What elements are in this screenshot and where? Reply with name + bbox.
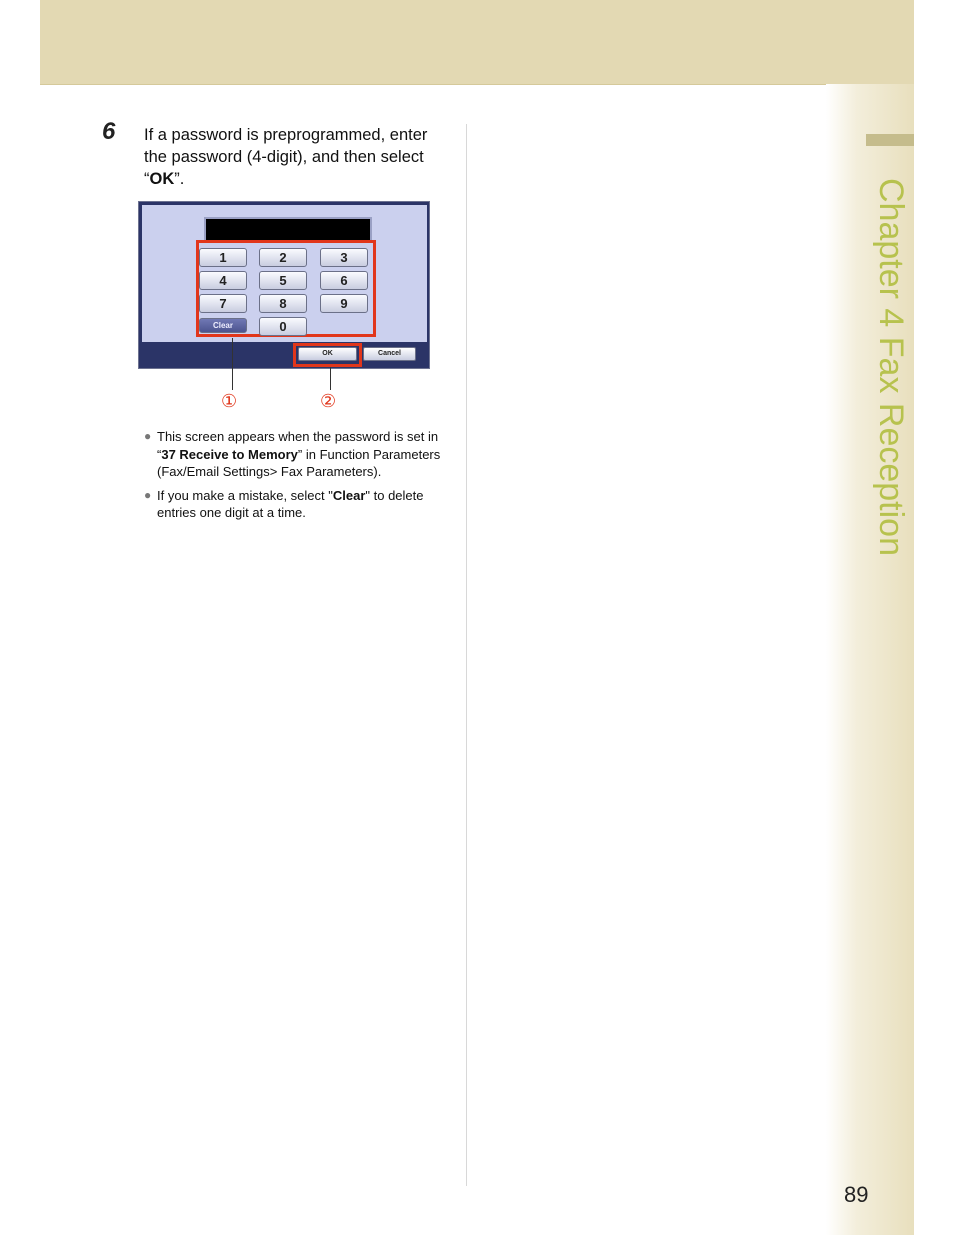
note-text: ” in Function Parameters (Fax/Email Settings> Fax Parameters). bbox=[157, 446, 441, 479]
key-7[interactable]: 7 bbox=[199, 294, 247, 313]
key-3[interactable]: 3 bbox=[320, 248, 368, 267]
step-instruction bbox=[144, 124, 454, 190]
note-item bbox=[144, 428, 444, 481]
page-number: 89 bbox=[844, 1182, 869, 1207]
callout-line-2 bbox=[330, 367, 331, 390]
bullet-icon: ● bbox=[144, 487, 152, 502]
note-bold: 37 Receive to Memory bbox=[161, 446, 298, 462]
key-5[interactable]: 5 bbox=[259, 271, 307, 290]
column-divider bbox=[466, 124, 467, 1186]
clear-button[interactable]: Clear bbox=[199, 318, 247, 333]
note-text: If you make a mistake, select " bbox=[157, 487, 333, 503]
key-6[interactable]: 6 bbox=[320, 271, 368, 290]
step-number: 6 bbox=[102, 118, 116, 145]
ok-button[interactable]: OK bbox=[298, 347, 357, 361]
step-text-bold: OK bbox=[149, 170, 175, 188]
key-2[interactable]: 2 bbox=[259, 248, 307, 267]
key-4[interactable]: 4 bbox=[199, 271, 247, 290]
key-8[interactable]: 8 bbox=[259, 294, 307, 313]
password-display bbox=[204, 217, 372, 242]
callout-1: ① bbox=[221, 391, 238, 412]
notes bbox=[144, 428, 444, 528]
step-text-part: If a password is preprogrammed, enter the password (4-digit), and then select “ bbox=[144, 126, 428, 188]
step-text-part: ”. bbox=[174, 170, 185, 188]
cancel-button[interactable]: Cancel bbox=[363, 347, 416, 361]
note-text: This screen appears when the password is set in “ bbox=[157, 429, 439, 462]
header-band bbox=[40, 0, 914, 85]
note-item bbox=[144, 487, 444, 522]
callout-2: ② bbox=[320, 391, 337, 412]
key-9[interactable]: 9 bbox=[320, 294, 368, 313]
bullet-icon: ● bbox=[144, 429, 152, 443]
key-0[interactable]: 0 bbox=[259, 317, 307, 336]
chapter-marker bbox=[866, 134, 914, 146]
note-text: " to delete entries one digit at a time. bbox=[157, 487, 424, 520]
chapter-title: Chapter 4 Fax Reception bbox=[872, 178, 910, 556]
callout-line-1 bbox=[232, 338, 233, 390]
note-bold: Clear bbox=[332, 487, 366, 503]
key-1[interactable]: 1 bbox=[199, 248, 247, 267]
